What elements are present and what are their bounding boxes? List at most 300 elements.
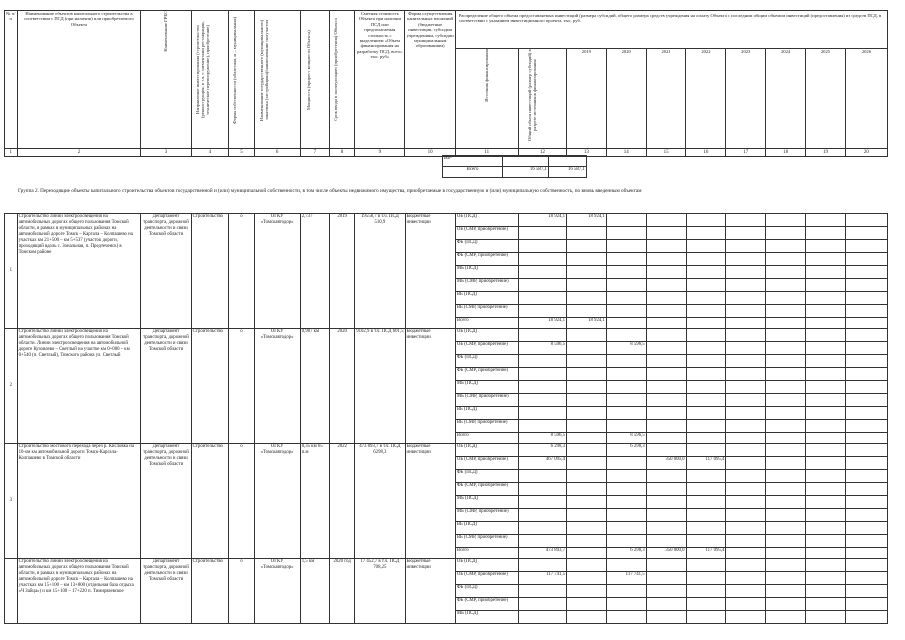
year-2022-cell: [686, 598, 726, 611]
year-2022-cell: [686, 394, 726, 407]
empty-year-cell: [766, 572, 806, 585]
empty-year-cell: [845, 305, 887, 318]
year-2022-cell: [686, 572, 726, 585]
year-2021-cell: [646, 483, 686, 496]
empty-year-cell: [806, 394, 846, 407]
source-cell: МБ (ПСД): [455, 611, 518, 624]
year-2020-cell: [606, 559, 646, 572]
year-2022-cell: [686, 305, 726, 318]
empty-year-cell: [766, 240, 806, 253]
table-row: [443, 167, 587, 178]
empty-year-cell: [845, 381, 887, 394]
year-2022-cell: [686, 407, 726, 420]
empty-year-cell: [806, 253, 846, 266]
col-number: 17: [726, 149, 766, 157]
total-cell: [518, 585, 566, 598]
year-2019-cell: [567, 266, 607, 279]
object-capacity: 1,5 км: [300, 559, 329, 624]
col-number: 6: [254, 149, 300, 157]
object-capacity: 2,737: [300, 214, 329, 329]
year-2021-cell: [646, 407, 686, 420]
empty-year-cell: [766, 329, 806, 342]
empty-year-cell: [845, 598, 887, 611]
object-recipient: ОГКУ «Томскавтодор»: [254, 214, 300, 329]
year-2022-cell: [686, 318, 726, 329]
total-cell: [518, 227, 566, 240]
total-cell: [518, 598, 566, 611]
object-term: 2020 год: [330, 559, 355, 624]
empty-year-cell: [766, 305, 806, 318]
year-2021-cell: [646, 496, 686, 509]
empty-year-cell: [766, 407, 806, 420]
object-direction: Строительство: [191, 329, 229, 444]
object-term: 2019: [330, 214, 355, 329]
object-form: Бюджетные инвестиции: [405, 214, 455, 329]
col-number: 8: [330, 149, 355, 157]
year-2019-cell: [567, 585, 607, 598]
empty-year-cell: [766, 535, 806, 548]
year-2019-cell: [567, 305, 607, 318]
empty-year-cell: [845, 227, 887, 240]
empty-year-cell: [806, 598, 846, 611]
year-2022-cell: [686, 611, 726, 624]
total-cell: 6 298,3: [518, 444, 566, 457]
empty-year-cell: [726, 305, 766, 318]
year-2021-cell: [646, 292, 686, 305]
empty-year-cell: [766, 381, 806, 394]
empty-year-cell: [806, 420, 846, 433]
year-2022-cell: 117 095,4: [686, 457, 726, 470]
source-cell: МБ (СМР, приобретение): [455, 279, 518, 292]
object-direction: Строительство: [191, 559, 229, 624]
source-cell: Всего: [455, 318, 518, 329]
year-2022-cell: [686, 214, 726, 227]
year-2022-cell: [686, 227, 726, 240]
year-2020-cell: 117 741,5: [606, 572, 646, 585]
empty-year-cell: [845, 559, 887, 572]
header-recipient: Наименование государственного (муниципального) заказчика (застройщика)/наименование получателя: [259, 19, 270, 121]
empty-year-cell: [845, 522, 887, 535]
source-cell: ОБ (ПСД): [455, 329, 518, 342]
empty-year-cell: [766, 227, 806, 240]
source-cell: МБ (ПСД): [455, 266, 518, 279]
year-2019-cell: [567, 470, 607, 483]
year-2022-cell: [686, 292, 726, 305]
total-cell: [518, 522, 566, 535]
source-cell: ФБ (СМР, приобретение): [455, 253, 518, 266]
total-cell: [518, 496, 566, 509]
col-number: 3: [141, 149, 191, 157]
total-cell: 117 741,5: [518, 572, 566, 585]
year-2020-cell: [606, 598, 646, 611]
source-cell: Всего: [455, 548, 518, 559]
year-2019-cell: [567, 598, 607, 611]
object-name: Строительство линий электроосвещения на автомобильных дорогах общего пользования Томской области. Линии электроосвещения на автомобильной дороге Кузовлево – Светлый на участке км 0+000 – км 0+540 (п. Светлый), Томского района ул. Светлый: [17, 329, 141, 444]
header-year-2026: 2026: [845, 49, 887, 149]
source-cell: ВБ (ПСД): [455, 407, 518, 420]
empty-year-cell: [845, 292, 887, 305]
empty-year-cell: [845, 496, 887, 509]
year-2020-cell: [606, 585, 646, 598]
year-2020-cell: [606, 214, 646, 227]
year-cell: 16 587,1: [549, 167, 587, 178]
object-direction: Строительство: [191, 214, 229, 329]
empty-year-cell: [766, 444, 806, 457]
object-recipient: ОГКУ «Томскавтодор»: [254, 444, 300, 559]
empty-year-cell: [766, 496, 806, 509]
year-2021-cell: [646, 329, 686, 342]
empty-year-cell: [726, 585, 766, 598]
year-2019-cell: [567, 407, 607, 420]
year-2019-cell: [567, 548, 607, 559]
table-row: [443, 156, 587, 167]
source-cell: ВБ-: [443, 156, 503, 167]
year-2020-cell: [606, 266, 646, 279]
year-2022-cell: [686, 342, 726, 355]
year-2021-cell: [646, 598, 686, 611]
year-2021-cell: 350 000,0: [646, 548, 686, 559]
object-form: Бюджетные инвестиции: [405, 329, 455, 444]
year-2022-cell: [686, 470, 726, 483]
empty-year-cell: [845, 329, 887, 342]
year-2020-cell: [606, 394, 646, 407]
year-2021-cell: [646, 420, 686, 433]
year-2022-cell: [686, 483, 726, 496]
total-cell: [518, 407, 566, 420]
empty-year-cell: [766, 342, 806, 355]
total-cell: [518, 253, 566, 266]
year-2020-cell: 6 298,3: [606, 548, 646, 559]
object-form: Бюджетные инвестиции: [405, 559, 455, 624]
source-cell: ФБ (СМР, приобретение): [455, 368, 518, 381]
object-form: Бюджетные инвестиции: [405, 444, 455, 559]
empty-year-cell: [845, 470, 887, 483]
year-2020-cell: 8 596,5: [606, 342, 646, 355]
header-cost: Сметная стоимость Объекта при наличии ПСД или предполагаемая стоимость с выделением «Объем финансирования на разработку ПСД, всего, тыс. руб»: [355, 11, 405, 149]
empty-year-cell: [726, 292, 766, 305]
year-2021-cell: [646, 279, 686, 292]
year-2020-cell: [606, 381, 646, 394]
empty-year-cell: [845, 444, 887, 457]
total-cell: [518, 305, 566, 318]
col-number: 4: [191, 149, 229, 157]
empty-year-cell: [845, 394, 887, 407]
total-cell: [518, 559, 566, 572]
empty-year-cell: [845, 457, 887, 470]
year-2021-cell: [646, 509, 686, 522]
table-row: [5, 444, 888, 457]
year-2021-cell: [646, 433, 686, 444]
empty-year-cell: [806, 433, 846, 444]
table-row: [5, 329, 888, 342]
year-2022-cell: [686, 535, 726, 548]
year-2020-cell: [606, 535, 646, 548]
total-cell: 16 587,1: [503, 167, 549, 178]
empty-year-cell: [766, 522, 806, 535]
empty-year-cell: [806, 329, 846, 342]
col-number: 16: [686, 149, 726, 157]
empty-year-cell: [726, 548, 766, 559]
empty-year-cell: [726, 598, 766, 611]
empty-year-cell: [806, 559, 846, 572]
col-number: 12: [518, 149, 566, 157]
year-2021-cell: [646, 240, 686, 253]
year-2020-cell: [606, 522, 646, 535]
year-2019-cell: [567, 279, 607, 292]
year-2020-cell: [606, 496, 646, 509]
empty-year-cell: [766, 598, 806, 611]
empty-year-cell: [845, 355, 887, 368]
year-2019-cell: [567, 559, 607, 572]
source-cell: ФБ (ПСД): [455, 470, 518, 483]
year-2020-cell: [606, 305, 646, 318]
year-2020-cell: [606, 368, 646, 381]
empty-year-cell: [766, 433, 806, 444]
year-2019-cell: [567, 496, 607, 509]
empty-year-cell: [806, 572, 846, 585]
source-cell: ФБ (ПСД): [455, 355, 518, 368]
source-cell: Всего: [443, 167, 503, 178]
year-2019-cell: [567, 381, 607, 394]
empty-year-cell: [766, 214, 806, 227]
object-direction: Строительство: [191, 444, 229, 559]
empty-year-cell: [806, 548, 846, 559]
year-2021-cell: [646, 355, 686, 368]
year-cell: [549, 156, 587, 167]
year-2020-cell: [606, 279, 646, 292]
header-direction: Направление инвестирования (строительство (реконструкция, в т.ч. с элементами реставрации, техническое перевооружение), приобретение): [194, 21, 210, 119]
header-num: № п/п: [5, 11, 18, 149]
object-number: 3: [5, 444, 18, 559]
carryover-table: [442, 155, 587, 178]
object-ownership: о: [229, 329, 254, 444]
empty-year-cell: [766, 509, 806, 522]
year-2021-cell: [646, 318, 686, 329]
header-total: Общий объем инвестиций (размер субсидий) в разрезе источников финансирования: [527, 49, 538, 141]
empty-year-cell: [845, 253, 887, 266]
source-cell: ВБ (ПСД): [455, 292, 518, 305]
total-cell: [518, 394, 566, 407]
year-2022-cell: [686, 522, 726, 535]
empty-year-cell: [726, 470, 766, 483]
col-number: 15: [646, 149, 686, 157]
object-cost: 473 893,7 в т.ч. ПСД 6298,3: [355, 444, 405, 559]
empty-year-cell: [845, 509, 887, 522]
empty-year-cell: [766, 470, 806, 483]
empty-year-cell: [726, 214, 766, 227]
header-distribution: Распределение общего объема предоставляемых инвестиций (размера субсидий, общего размера средств учреждения на оплату Объекта с последним общим объемом инвестиций (предоставления) из средств ПСД, в соответствии с указанием инвестиционного проекта, тыс. руб.: [455, 11, 887, 49]
year-2021-cell: [646, 214, 686, 227]
empty-year-cell: [766, 483, 806, 496]
object-ownership: о: [229, 559, 254, 624]
empty-year-cell: [726, 483, 766, 496]
year-2022-cell: [686, 433, 726, 444]
total-cell: [518, 470, 566, 483]
empty-year-cell: [806, 444, 846, 457]
object-recipient: ОГКУ «Томскавтодор»: [254, 559, 300, 624]
total-cell: 18 924,1: [518, 318, 566, 329]
col-number: 2: [17, 149, 141, 157]
empty-year-cell: [806, 535, 846, 548]
source-cell: ФБ (СМР, приобретение): [455, 483, 518, 496]
empty-year-cell: [766, 253, 806, 266]
empty-year-cell: [806, 585, 846, 598]
source-cell: МБ (ПСД): [455, 496, 518, 509]
empty-year-cell: [806, 483, 846, 496]
total-cell: [518, 266, 566, 279]
empty-year-cell: [845, 535, 887, 548]
empty-year-cell: [845, 214, 887, 227]
year-2020-cell: [606, 407, 646, 420]
empty-year-cell: [726, 355, 766, 368]
year-2019-cell: [567, 329, 607, 342]
table-row: [5, 214, 888, 227]
year-2019-cell: [567, 535, 607, 548]
source-cell: ФБ (СМР, приобретение): [455, 598, 518, 611]
empty-year-cell: [845, 240, 887, 253]
year-2020-cell: [606, 329, 646, 342]
header-year-2025: 2025: [806, 49, 846, 149]
empty-year-cell: [845, 611, 887, 624]
year-2019-cell: 18 924,1: [567, 214, 607, 227]
object-cost: 19558,7 в т.ч. ПСД 510,9: [355, 214, 405, 329]
year-2021-cell: [646, 394, 686, 407]
empty-year-cell: [766, 292, 806, 305]
year-2020-cell: [606, 292, 646, 305]
source-cell: ОБ (СМР, приобретение): [455, 227, 518, 240]
col-number: 1: [5, 149, 18, 157]
empty-year-cell: [726, 433, 766, 444]
total-cell: [503, 156, 549, 167]
year-2021-cell: [646, 381, 686, 394]
source-cell: Всего: [455, 433, 518, 444]
year-2022-cell: [686, 266, 726, 279]
empty-year-cell: [806, 305, 846, 318]
year-2019-cell: [567, 368, 607, 381]
col-number: 14: [606, 149, 646, 157]
year-2022-cell: [686, 329, 726, 342]
year-2022-cell: [686, 279, 726, 292]
object-name: Строительство мостового перехода через р. Кисловка на 10-ом км автомобильной дороги Томск-Каргала-Колпашево в Томской области: [17, 444, 141, 559]
empty-year-cell: [726, 266, 766, 279]
year-2022-cell: [686, 253, 726, 266]
source-cell: ФБ (ПСД): [455, 240, 518, 253]
empty-year-cell: [845, 572, 887, 585]
empty-year-cell: [726, 611, 766, 624]
total-cell: [518, 611, 566, 624]
year-2019-cell: [567, 355, 607, 368]
empty-year-cell: [766, 318, 806, 329]
year-2020-cell: 6 298,3: [606, 444, 646, 457]
year-2020-cell: 8 596,5: [606, 433, 646, 444]
source-cell: ВБ (СМР, приобретение): [455, 535, 518, 548]
empty-year-cell: [845, 483, 887, 496]
object-cost: 17 452,7 в т.ч. ПСД 708,25: [355, 559, 405, 624]
object-gk: Департамент транспорта, дорожной деятельности и связи Томской области: [141, 559, 191, 624]
empty-year-cell: [845, 585, 887, 598]
year-2022-cell: [686, 368, 726, 381]
header-table: [4, 10, 888, 157]
object-term: 2022: [330, 444, 355, 559]
col-number: 10: [405, 149, 455, 157]
year-2020-cell: [606, 483, 646, 496]
col-number: 7: [300, 149, 329, 157]
year-2020-cell: [606, 470, 646, 483]
empty-year-cell: [726, 329, 766, 342]
total-cell: [518, 355, 566, 368]
col-number: 9: [355, 149, 405, 157]
source-cell: ВБ (ПСД): [455, 522, 518, 535]
empty-year-cell: [806, 292, 846, 305]
header-year-2023: 2023: [726, 49, 766, 149]
empty-year-cell: [806, 318, 846, 329]
year-2019-cell: [567, 457, 607, 470]
year-2021-cell: [646, 227, 686, 240]
empty-year-cell: [806, 496, 846, 509]
empty-year-cell: [726, 240, 766, 253]
object-ownership: о: [229, 214, 254, 329]
col-number: 18: [766, 149, 806, 157]
year-2022-cell: [686, 420, 726, 433]
year-2022-cell: [686, 444, 726, 457]
empty-year-cell: [766, 611, 806, 624]
source-cell: ОБ (ПСД): [455, 559, 518, 572]
col-number: 11: [455, 149, 518, 157]
empty-year-cell: [806, 266, 846, 279]
source-cell: ОБ (СМР, приобретение): [455, 457, 518, 470]
year-2020-cell: [606, 611, 646, 624]
empty-year-cell: [726, 572, 766, 585]
total-cell: [518, 381, 566, 394]
empty-year-cell: [845, 420, 887, 433]
year-2021-cell: [646, 611, 686, 624]
object-gk: Департамент транспорта, дорожной деятельности и связи Томской области: [141, 329, 191, 444]
year-2020-cell: [606, 420, 646, 433]
total-cell: [518, 483, 566, 496]
year-2019-cell: [567, 444, 607, 457]
total-cell: [518, 509, 566, 522]
year-2021-cell: [646, 572, 686, 585]
col-number: 13: [566, 149, 606, 157]
total-cell: [518, 329, 566, 342]
year-2021-cell: [646, 559, 686, 572]
group-heading: Группа 2. Переходящие объекты капитального строительства объектов государственной и (или) муниципальной собственности, в том числе объекты недвижимого имущества, приобретаемые в государственную и (или) муниципальную собственность, по вновь введенным объектам: [18, 188, 642, 194]
year-2021-cell: [646, 470, 686, 483]
empty-year-cell: [845, 368, 887, 381]
source-cell: ФБ (ПСД): [455, 585, 518, 598]
empty-year-cell: [726, 522, 766, 535]
empty-year-cell: [726, 509, 766, 522]
year-2019-cell: [567, 342, 607, 355]
empty-year-cell: [845, 279, 887, 292]
year-2022-cell: [686, 381, 726, 394]
year-2019-cell: [567, 253, 607, 266]
empty-year-cell: [806, 368, 846, 381]
year-2020-cell: [606, 240, 646, 253]
year-2022-cell: 117 095,4: [686, 548, 726, 559]
empty-year-cell: [726, 279, 766, 292]
total-cell: [518, 368, 566, 381]
year-2020-cell: [606, 318, 646, 329]
year-2019-cell: 18 924,1: [567, 318, 607, 329]
header-form: Форма осуществления капитальных вложений (бюджетные инвестиции, субсидии учреждениям, субсидии муниципальным образованиям): [405, 11, 455, 149]
total-cell: 8 596,5: [518, 342, 566, 355]
empty-year-cell: [806, 522, 846, 535]
header-source: Источник финансирования: [484, 49, 490, 102]
empty-year-cell: [806, 355, 846, 368]
header-capacity: Мощность (прирост мощности Объекта): [305, 30, 311, 110]
year-2019-cell: [567, 572, 607, 585]
